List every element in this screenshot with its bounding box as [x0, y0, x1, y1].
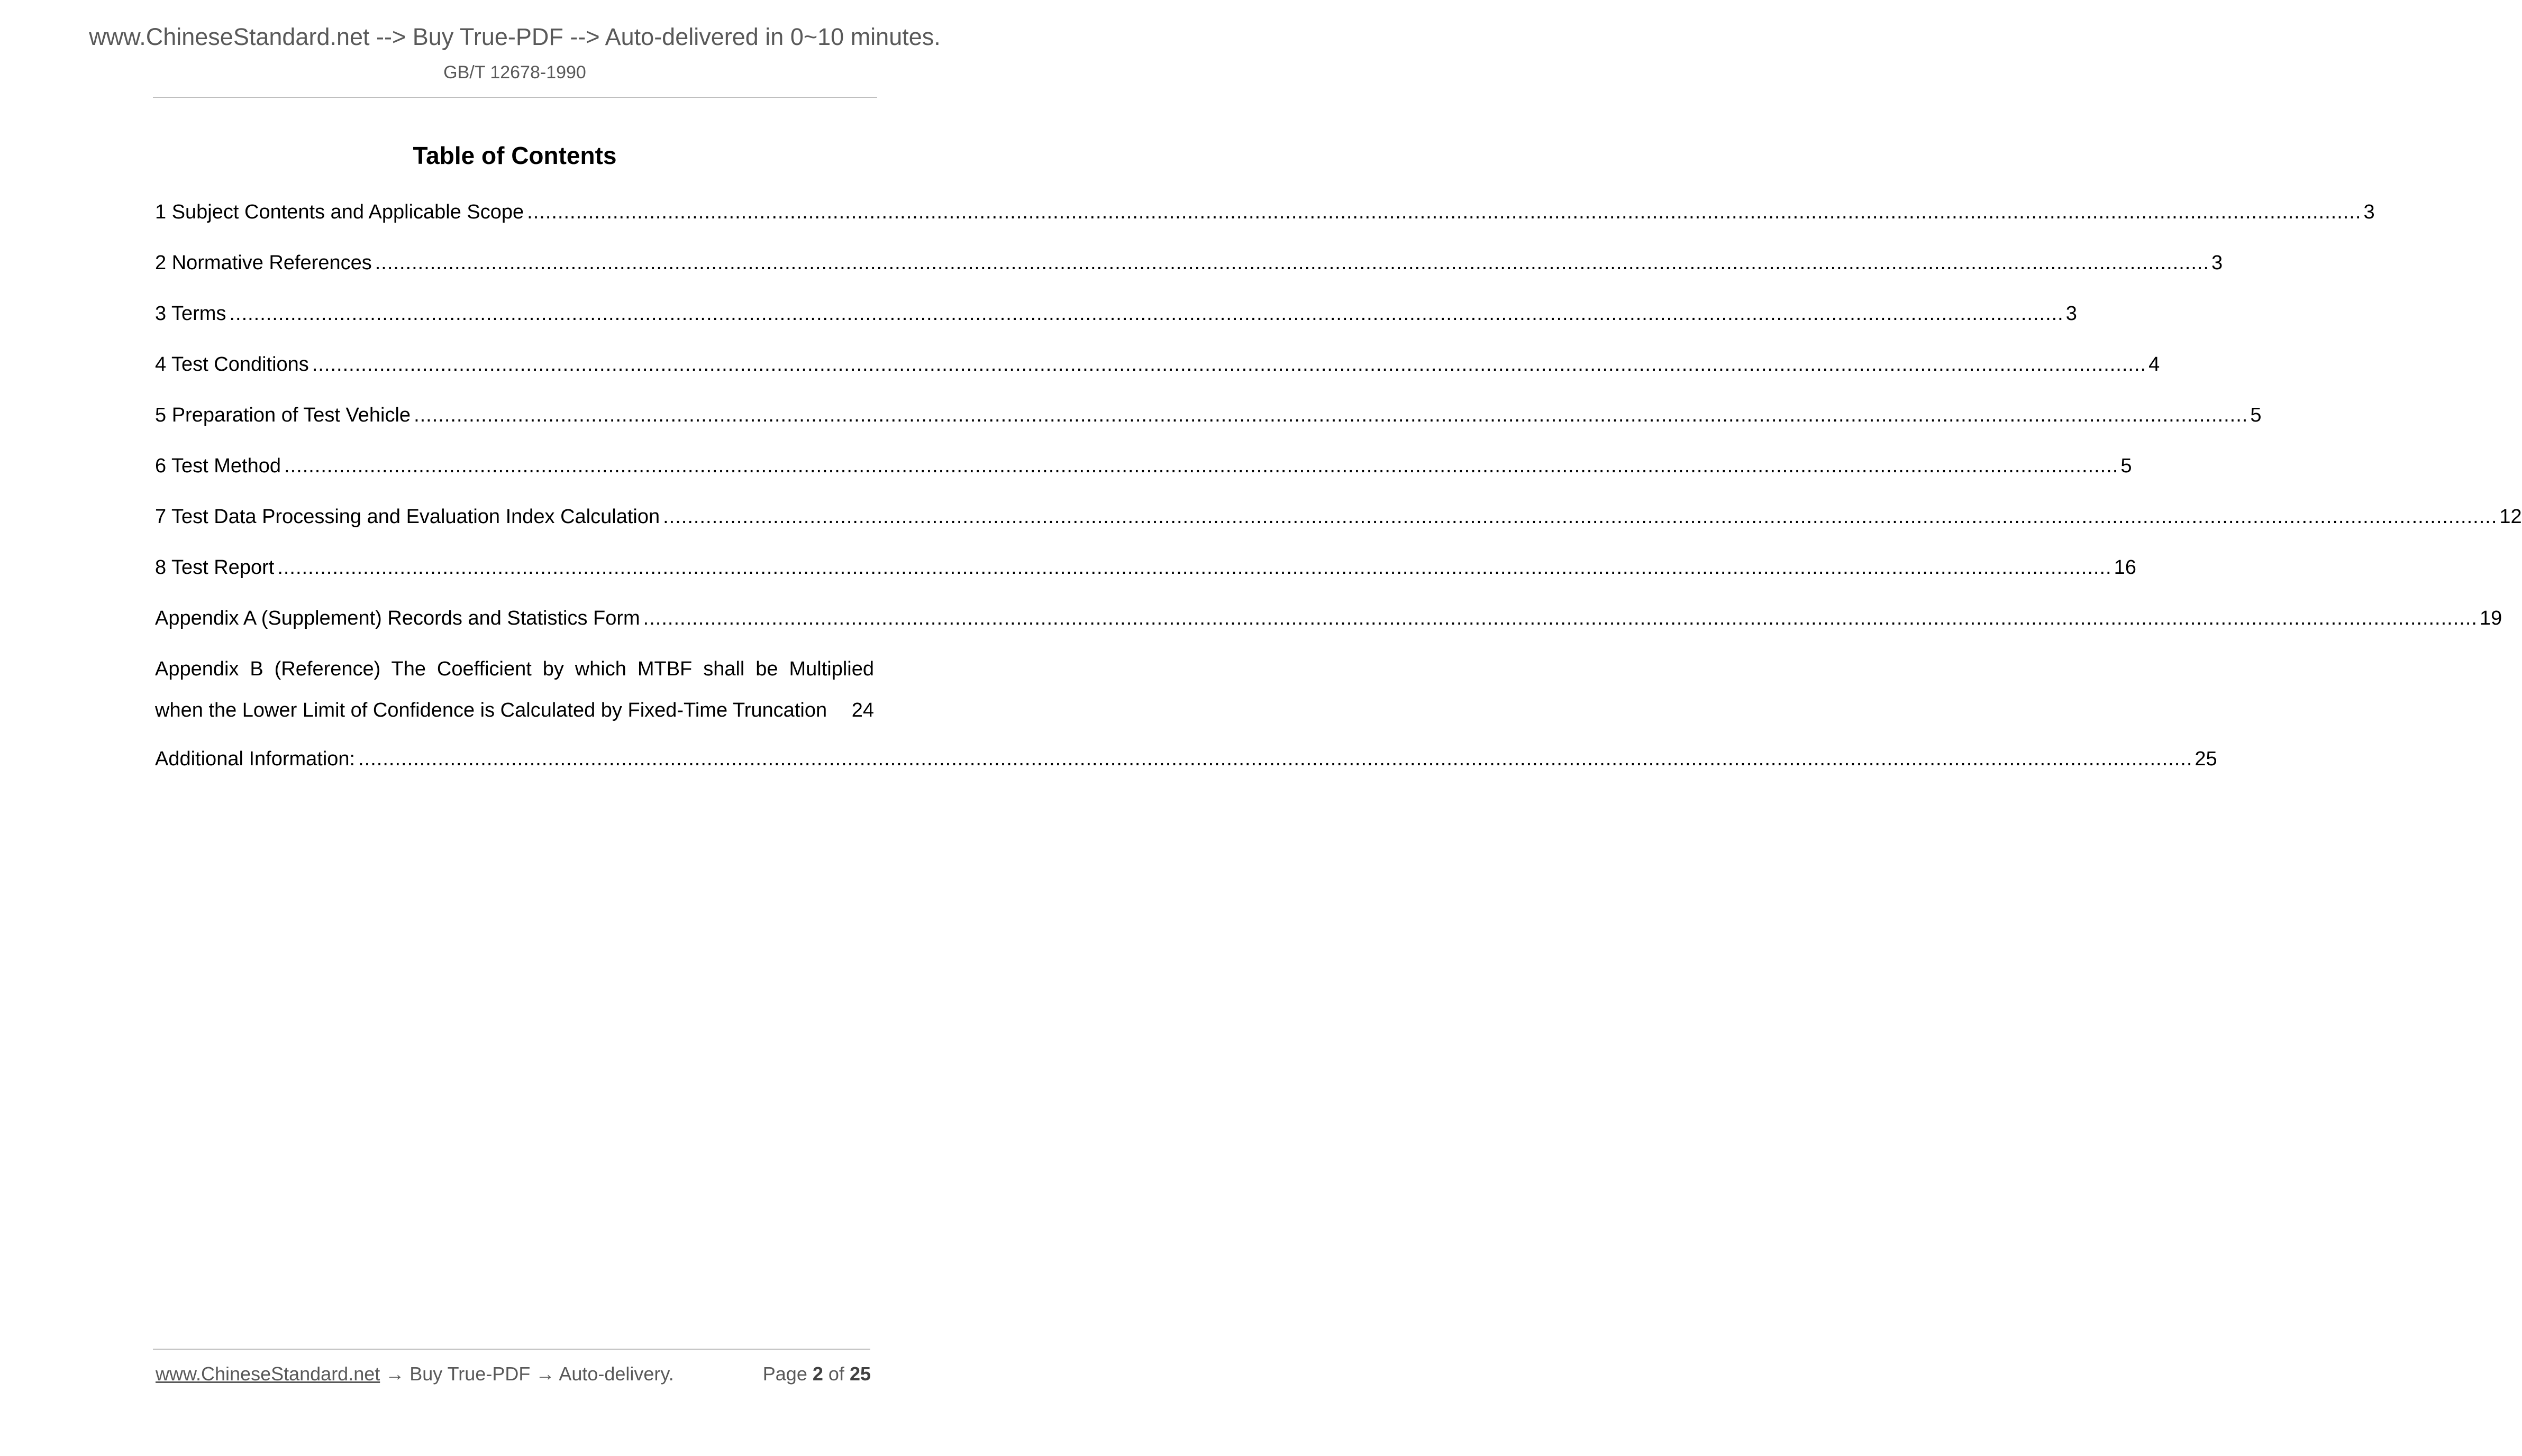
toc-entry-page: 4	[2148, 353, 2160, 376]
page-title: Table of Contents	[413, 142, 617, 169]
toc-entry[interactable]	[155, 605, 2502, 631]
toc-entry[interactable]	[155, 453, 2132, 479]
toc-entry-page: 5	[2250, 404, 2262, 426]
of-label: of	[828, 1363, 844, 1385]
toc-dot-leader: ............................................................................................................................................................................................................................................................................................................	[643, 607, 2478, 629]
footer-divider	[153, 1349, 870, 1350]
current-page-number: 2	[812, 1363, 823, 1385]
toc-entry[interactable]	[155, 554, 2136, 581]
toc-entry[interactable]	[155, 503, 2522, 530]
toc-dot-leader: ............................................................................................................................................................................................................................................................................................................	[358, 748, 2193, 770]
toc-entry-page: 5	[2120, 455, 2132, 477]
toc-entry[interactable]	[155, 351, 2160, 378]
toc-dot-leader: ............................................................................................................................................................................................................................................................................................................	[312, 353, 2147, 376]
toc-entry-label-line2: when the Lower Limit of Confidence is Calculated by Fixed-Time Truncation	[155, 699, 827, 721]
toc-entry-label: 2 Normative References	[155, 252, 372, 274]
total-pages-number: 25	[849, 1363, 871, 1385]
toc-entry-page: 3	[2363, 201, 2375, 223]
toc-entry-page: 12	[2499, 506, 2522, 528]
toc-entry[interactable]	[155, 402, 2262, 428]
table-of-contents	[155, 199, 2522, 796]
toc-entry-label: 6 Test Method	[155, 455, 281, 477]
toc-dot-leader: ............................................................................................................................................................................................................................................................................................................	[284, 455, 2119, 477]
toc-entry-label: 7 Test Data Processing and Evaluation Index Calculation	[155, 506, 660, 528]
toc-entry-label: 1 Subject Contents and Applicable Scope	[155, 201, 524, 223]
toc-dot-leader: ............................................................................................................................................................................................................................................................................................................	[375, 252, 2210, 274]
toc-entry[interactable]	[155, 648, 874, 731]
toc-dot-leader: ............................................................................................................................................................................................................................................................................................................	[414, 404, 2248, 426]
toc-entry[interactable]	[155, 300, 2077, 327]
standard-code: GB/T 12678-1990	[443, 62, 586, 83]
toc-entry[interactable]	[155, 250, 2223, 276]
page-indicator	[763, 1361, 871, 1387]
toc-entry[interactable]	[155, 199, 2375, 225]
toc-entry[interactable]	[155, 746, 2217, 772]
toc-entry-label: 3 Terms	[155, 303, 226, 325]
toc-entry-label: 8 Test Report	[155, 556, 275, 579]
toc-entry-label: 5 Preparation of Test Vehicle	[155, 404, 411, 426]
toc-entry-label: 4 Test Conditions	[155, 353, 309, 376]
toc-entry-label: Additional Information:	[155, 748, 356, 770]
toc-entry-page: 19	[2479, 607, 2502, 629]
page-label: Page	[762, 1363, 807, 1385]
toc-entry-page: 3	[2211, 252, 2223, 274]
toc-entry-line2	[155, 690, 874, 731]
toc-entry-page: 24	[851, 699, 874, 721]
toc-entry-label: Appendix A (Supplement) Records and Statistics Form	[155, 607, 640, 629]
footer-site-link[interactable]: www.ChineseStandard.net	[156, 1363, 380, 1385]
header-divider	[153, 97, 877, 98]
toc-dot-leader: ............................................................................................................................................................................................................................................................................................................	[527, 201, 2362, 223]
toc-entry-page: 3	[2065, 303, 2077, 325]
toc-entry-label-line1: Appendix B (Reference) The Coefficient by which MTBF shall be Multiplied	[155, 658, 874, 680]
footer-promo	[156, 1361, 674, 1387]
toc-entry-page: 25	[2195, 748, 2217, 770]
toc-dot-leader: ............................................................................................................................................................................................................................................................................................................	[663, 506, 2498, 528]
toc-entry-page: 16	[2114, 556, 2136, 579]
footer-tagline: → Buy True-PDF → Auto-delivery.	[380, 1363, 674, 1385]
site-banner: www.ChineseStandard.net --> Buy True-PDF --> Auto-delivered in 0~10 minutes.	[89, 23, 941, 50]
toc-dot-leader: ............................................................................................................................................................................................................................................................................................................	[277, 556, 2112, 579]
toc-dot-leader: ............................................................................................................................................................................................................................................................................................................	[229, 303, 2064, 325]
